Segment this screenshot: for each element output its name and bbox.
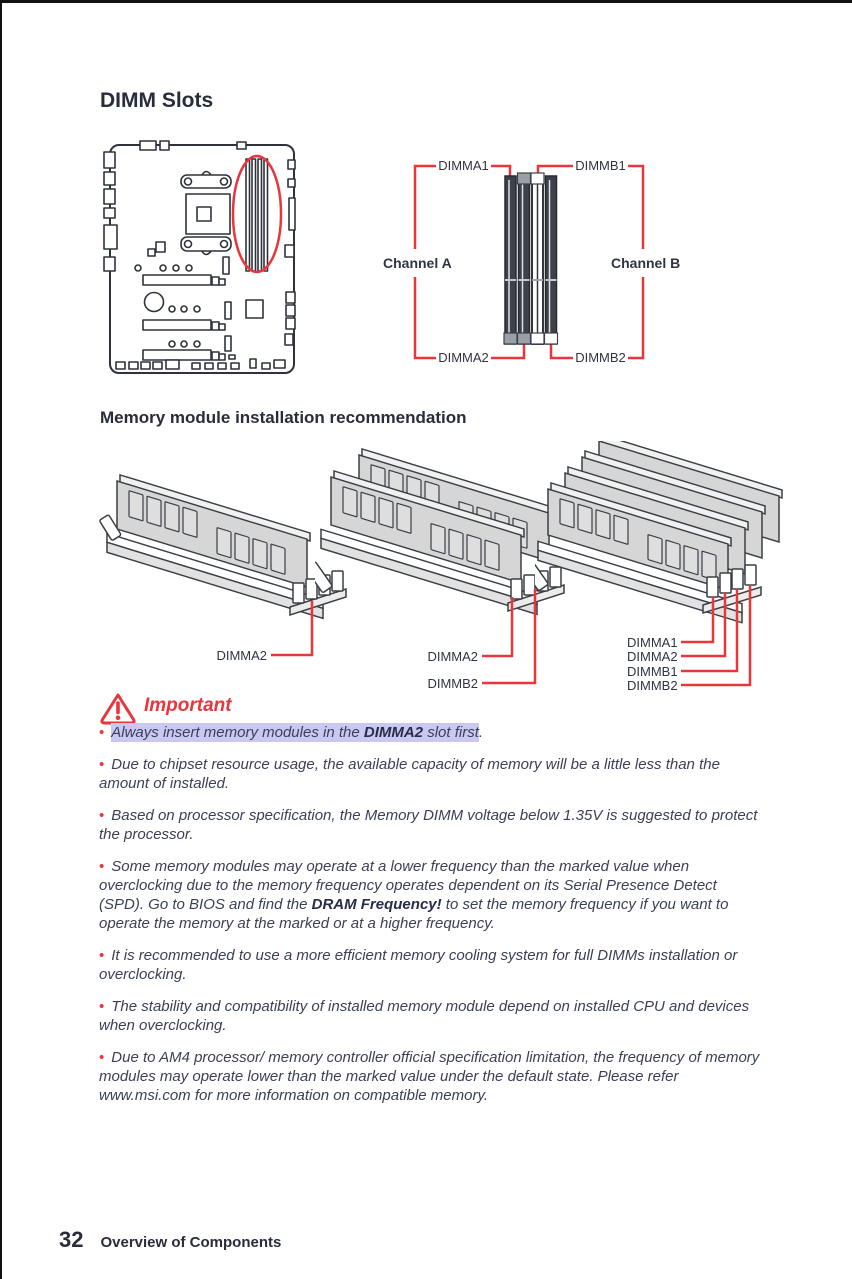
- install-figure-1: [97, 449, 347, 684]
- fig2-label-dimmb2: DIMMB2: [427, 676, 478, 691]
- bullet-dot: •: [99, 858, 105, 875]
- important-bullet: • Due to chipset resource usage, the available capacity of memory will be a little less than the amount of installed.: [99, 756, 720, 792]
- footer-section-title: Overview of Components: [100, 1234, 282, 1251]
- label-channel-a: Channel A: [383, 255, 452, 271]
- bullet-dot: •: [99, 724, 105, 741]
- label-dimmb1: DIMMB1: [575, 158, 626, 173]
- bullet-dot: •: [99, 756, 105, 773]
- important-bullet: • Based on processor specification, the Memory DIMM voltage below 1.35V is suggested to protect the processor.: [99, 807, 758, 843]
- fig3-label-dimma1: DIMMA1: [627, 635, 678, 650]
- label-dimmb2: DIMMB2: [575, 350, 626, 365]
- fig3-label-dimmb1: DIMMB1: [627, 664, 678, 679]
- slot-channel-diagram: [383, 153, 717, 373]
- bullet-dot: •: [99, 1049, 105, 1066]
- fig2-label-dimma2: DIMMA2: [427, 649, 478, 664]
- motherboard-diagram: [102, 138, 302, 378]
- bullet-dot: •: [99, 947, 105, 964]
- install-figure-2: [315, 441, 570, 696]
- bullet-dot: •: [99, 998, 105, 1015]
- fig3-label-dimmb2: DIMMB2: [627, 678, 678, 693]
- bullet-dot: •: [99, 807, 105, 824]
- page-footer: [59, 1227, 281, 1253]
- important-bullet: • It is recommended to use a more efficient memory cooling system for full DIMMs installation or overclocking.: [99, 947, 738, 983]
- label-dimma1: DIMMA1: [438, 158, 489, 173]
- page-number: 32: [59, 1227, 84, 1252]
- label-channel-b: Channel B: [611, 255, 681, 271]
- warning-triangle-icon: [99, 692, 137, 726]
- dimm-slot-bars: [504, 173, 558, 344]
- section-heading: Memory module installation recommendation: [100, 408, 467, 427]
- important-bullet: • Due to AM4 processor/ memory controller official specification limitation, the frequency of memory modules may operate lower than the marked value under the default state. Please refer www.msi.com for more information on compatible memory.: [99, 1049, 760, 1104]
- fig3-label-dimma2: DIMMA2: [627, 649, 678, 664]
- fig1-label-dimma2: DIMMA2: [216, 648, 267, 663]
- important-bullet: • Some memory modules may operate at a lower frequency than the marked value when overclocking due to the memory frequency operates dependent on its Serial Presence Detect (SPD). Go to BIOS and find the DRAM Frequency! to set the memory frequency if you want to operate the memory at the marked or at a higher frequency.: [99, 858, 729, 932]
- important-bullet: • Always insert memory modules in the DIMMA2 slot first.: [99, 724, 484, 741]
- important-title: Important: [144, 695, 232, 716]
- important-list: [99, 723, 763, 1118]
- page-title: DIMM Slots: [100, 89, 214, 112]
- important-bullet: • The stability and compatibility of installed memory module depend on installed CPU and devices when overclocking.: [99, 998, 750, 1034]
- label-dimma2: DIMMA2: [438, 350, 489, 365]
- install-figure-3: [535, 441, 820, 701]
